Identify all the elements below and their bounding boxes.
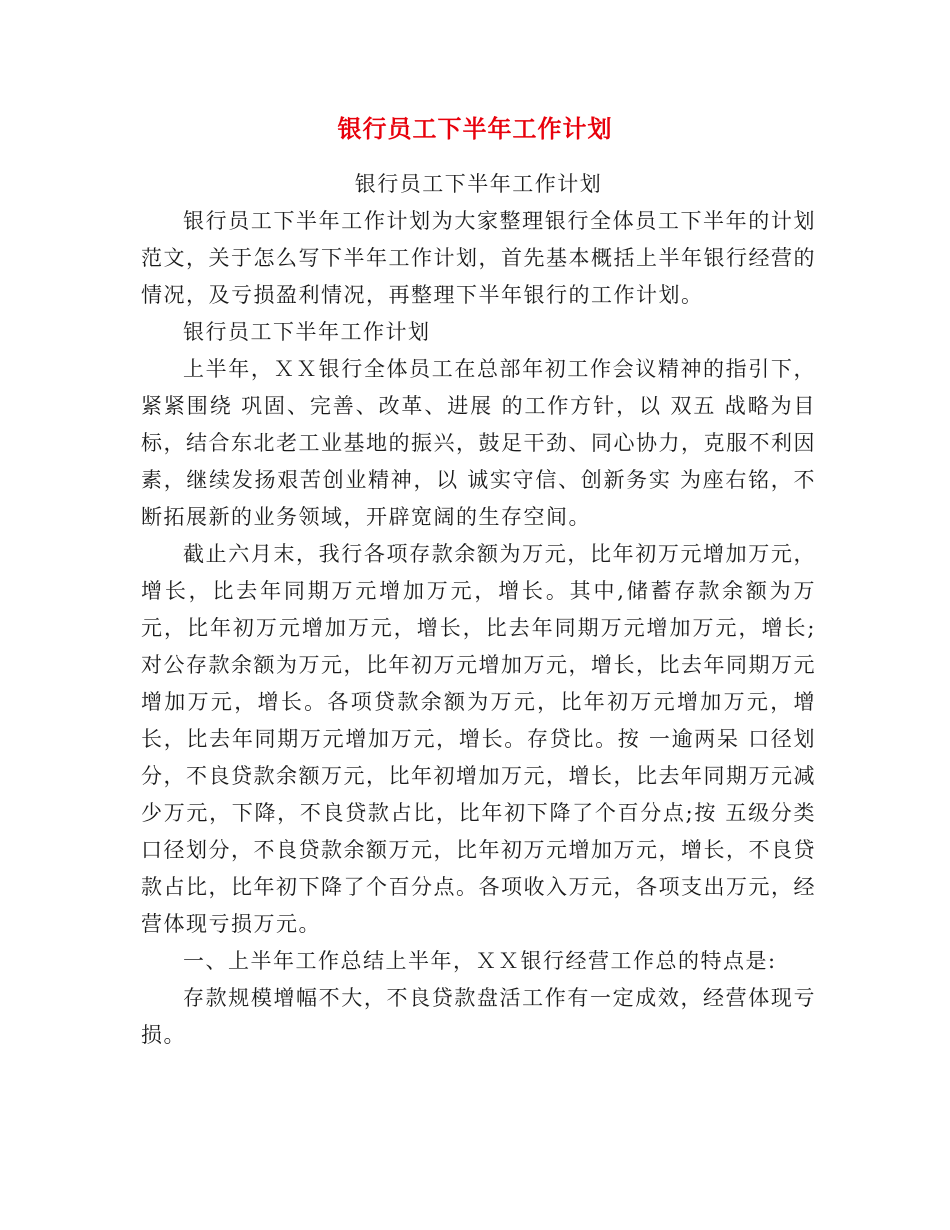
overview-paragraph: 上半年，ＸＸ银行全体员工在总部年初工作会议精神的指引下，紧紧围绕 巩固、完善、改革、进展 的工作方针，以 双五 战略为目标，结合东北老工业基地的振兴，鼓足干劲、同心协力，克服不利因素，继续发扬艰苦创业精神，以 诚实守信、创新务实 为座右铭，不断拓展新的业务领域，开辟宽阔的生存空间。 (141, 357, 816, 529)
summary-paragraph: 存款规模增幅不大，不良贷款盘活工作有一定成效，经营体现亏损。 (141, 986, 816, 1047)
intro-paragraph: 银行员工下半年工作计划为大家整理银行全体员工下半年的计划范文，关于怎么写下半年工作计划，首先基本概括上半年银行经营的情况，及亏损盈利情况，再整理下半年银行的工作计划。 (141, 209, 816, 307)
summary-heading-paragraph: 一、上半年工作总结上半年，ＸＸ银行经营工作总的特点是: (183, 949, 777, 973)
document-title: 银行员工下半年工作计划 (337, 115, 613, 143)
subtitle-paragraph: 银行员工下半年工作计划 (354, 172, 603, 196)
document-body (141, 166, 816, 1054)
figures-paragraph: 截止六月末，我行各项存款余额为万元，比年初万元增加万元，增长，比去年同期万元增加万元，增长。其中,储蓄存款余额为万元，比年初万元增加万元，增长，比去年同期万元增加万元，增长;对公存款余额为万元，比年初万元增加万元，增长，比去年同期万元增加万元，增长。各项贷款余额为万元，比年初万元增加万元，增长，比去年同期万元增加万元，增长。存贷比。按 一逾两呆 口径划分，不良贷款余额万元，比年初增加万元，增长，比去年同期万元减少万元，下降，不良贷款占比，比年初下降了个百分点;按 五级分类 口径划分，不良贷款余额万元，比年初万元增加万元，增长，不良贷款占比，比年初下降了个百分点。各项收入万元，各项支出万元，经营体现亏损万元。 (141, 542, 816, 936)
section-heading-paragraph: 银行员工下半年工作计划 (183, 320, 431, 344)
